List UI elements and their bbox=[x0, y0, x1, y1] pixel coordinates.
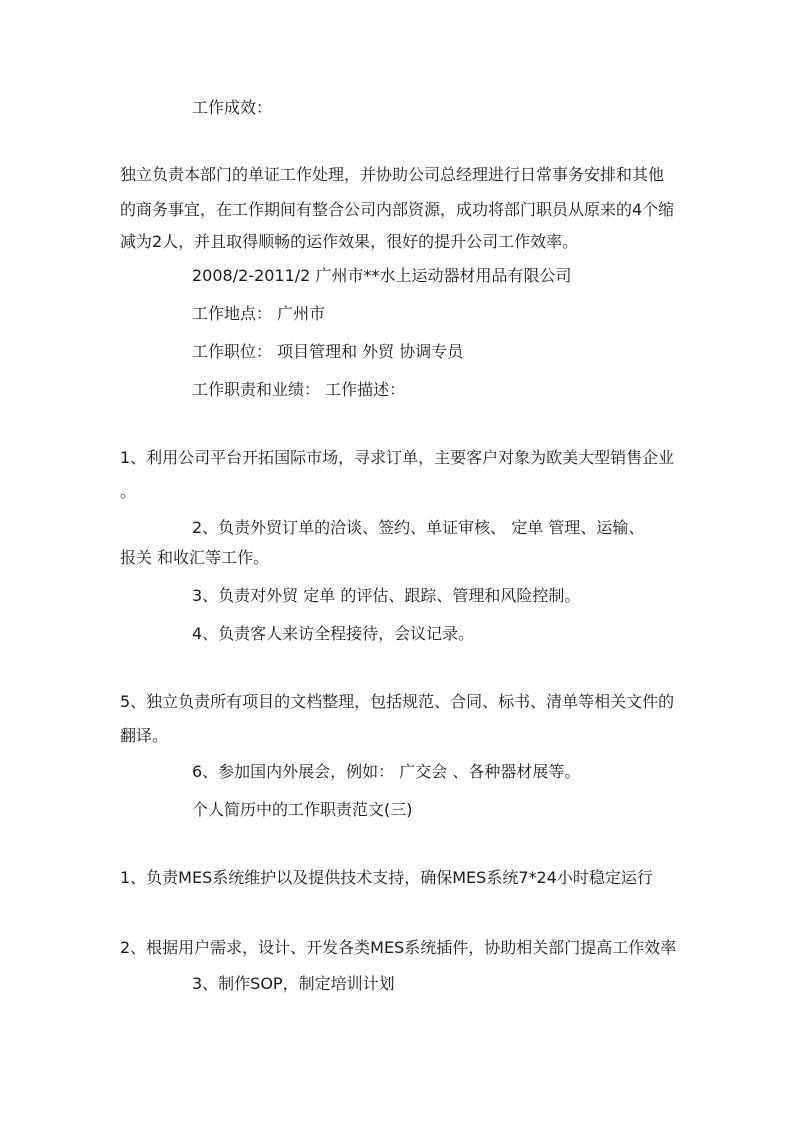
paragraph-line: 的商务事宜，在工作期间有整合公司内部资源，成功将部门职员从原来的4个缩 bbox=[120, 200, 675, 219]
list-item-continuation: 。 bbox=[120, 482, 137, 501]
section-heading-sample: 个人简历中的工作职责范文(三) bbox=[192, 800, 413, 819]
work-location: 工作地点： 广州市 bbox=[192, 304, 326, 323]
list-item: 3、负责对外贸 定单 的评估、跟踪、管理和风险控制。 bbox=[192, 586, 581, 605]
paragraph-line: 减为2人，并且取得顺畅的运作效果，很好的提升公司工作效率。 bbox=[120, 232, 579, 251]
duties-heading: 工作职责和业绩： 工作描述： bbox=[192, 380, 406, 399]
list-item-continuation: 报关 和收汇等工作。 bbox=[120, 548, 270, 567]
list-item: 3、制作SOP，制定培训计划 bbox=[192, 974, 395, 993]
section-heading-work-results: 工作成效： bbox=[192, 98, 273, 117]
paragraph-line: 独立负责本部门的单证工作处理，并协助公司总经理进行日常事务安排和其他 bbox=[120, 165, 665, 184]
employment-period: 2008/2-2011/2 广州市**水上运动器材用品有限公司 bbox=[192, 266, 572, 285]
list-item: 2、根据用户需求，设计、开发各类MES系统插件，协助相关部门提高工作效率 bbox=[120, 938, 677, 957]
work-position: 工作职位： 项目管理和 外贸 协调专员 bbox=[192, 342, 464, 361]
list-item: 5、独立负责所有项目的文档整理，包括规范、合同、标书、清单等相关文件的 bbox=[120, 692, 675, 711]
list-item: 1、利用公司平台开拓国际市场，寻求订单，主要客户对象为欧美大型销售企业 bbox=[120, 448, 675, 467]
list-item: 1、负责MES系统维护以及提供技术支持，确保MES系统7*24小时稳定运行 bbox=[120, 868, 653, 887]
list-item: 6、参加国内外展会，例如： 广交会 、各种器材展等。 bbox=[192, 762, 581, 781]
list-item: 2、负责外贸订单的洽谈、签约、单证审核、 定单 管理、运输、 bbox=[192, 518, 645, 537]
list-item: 4、负责客人来访全程接待，会议记录。 bbox=[192, 624, 475, 643]
list-item-continuation: 翻译。 bbox=[120, 726, 169, 745]
